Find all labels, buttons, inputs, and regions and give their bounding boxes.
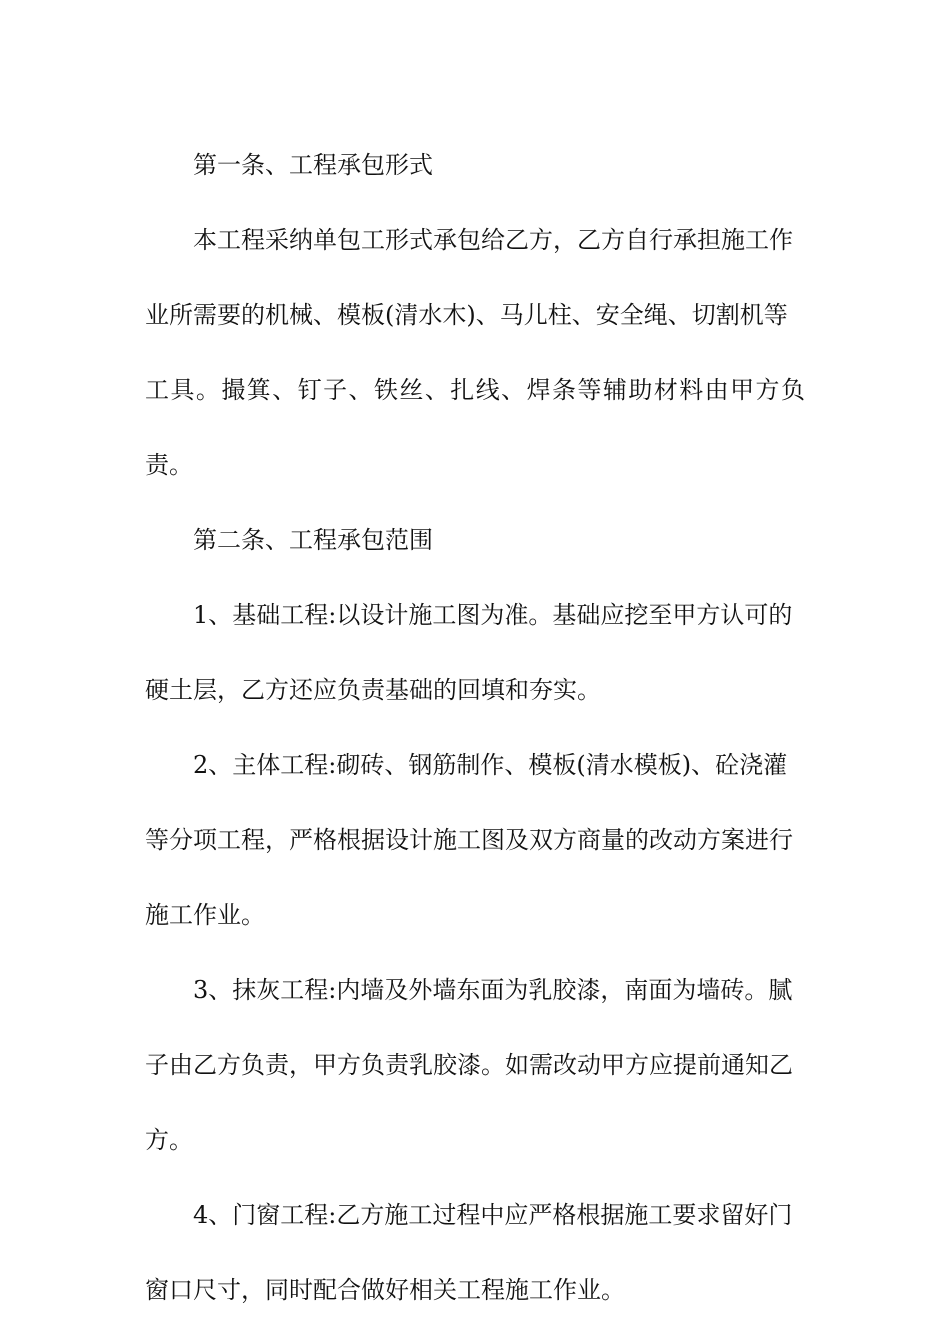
paragraph-main-structure <box>145 728 805 953</box>
text-line: 3、抹灰工程:内墙及外墙东面为乳胶漆，南面为墙砖。腻 <box>193 976 793 1004</box>
text-line: 工具。撮箕、钉子、铁丝、扎线、焊条等辅助材料由甲方负责。 <box>145 376 805 479</box>
paragraph-plastering <box>145 953 805 1178</box>
text-line: 业所需要的机械、模板(清水木)、马儿柱、安全绳、切割机等 <box>145 301 788 329</box>
text-line: 1、基础工程:以设计施工图为准。基础应挖至甲方认可的 <box>193 601 793 629</box>
text-line: 第二条、工程承包范围 <box>193 526 433 554</box>
text-line: 等分项工程，严格根据设计施工图及双方商量的改动方案进行 <box>145 826 793 854</box>
paragraph-doors-windows <box>145 1178 805 1328</box>
text-line: 硬土层，乙方还应负责基础的回填和夯实。 <box>145 676 601 704</box>
paragraph-foundation <box>145 578 805 728</box>
text-line: 第一条、工程承包形式 <box>193 151 433 179</box>
text-line: 施工作业。 <box>145 901 265 929</box>
section-heading-1 <box>145 128 805 203</box>
text-line: 4、门窗工程:乙方施工过程中应严格根据施工要求留好门 <box>193 1201 793 1229</box>
section-heading-2 <box>145 503 805 578</box>
document-body <box>145 128 805 1328</box>
text-line: 方。 <box>145 1126 193 1154</box>
paragraph-contract-form <box>145 203 805 503</box>
text-line: 本工程采纳单包工形式承包给乙方，乙方自行承担施工作 <box>193 226 793 254</box>
text-line: 窗口尺寸，同时配合做好相关工程施工作业。 <box>145 1276 625 1304</box>
text-line: 2、主体工程:砌砖、钢筋制作、模板(清水模板)、砼浇灌 <box>193 751 788 779</box>
text-line: 子由乙方负责，甲方负责乳胶漆。如需改动甲方应提前通知乙 <box>145 1051 793 1079</box>
